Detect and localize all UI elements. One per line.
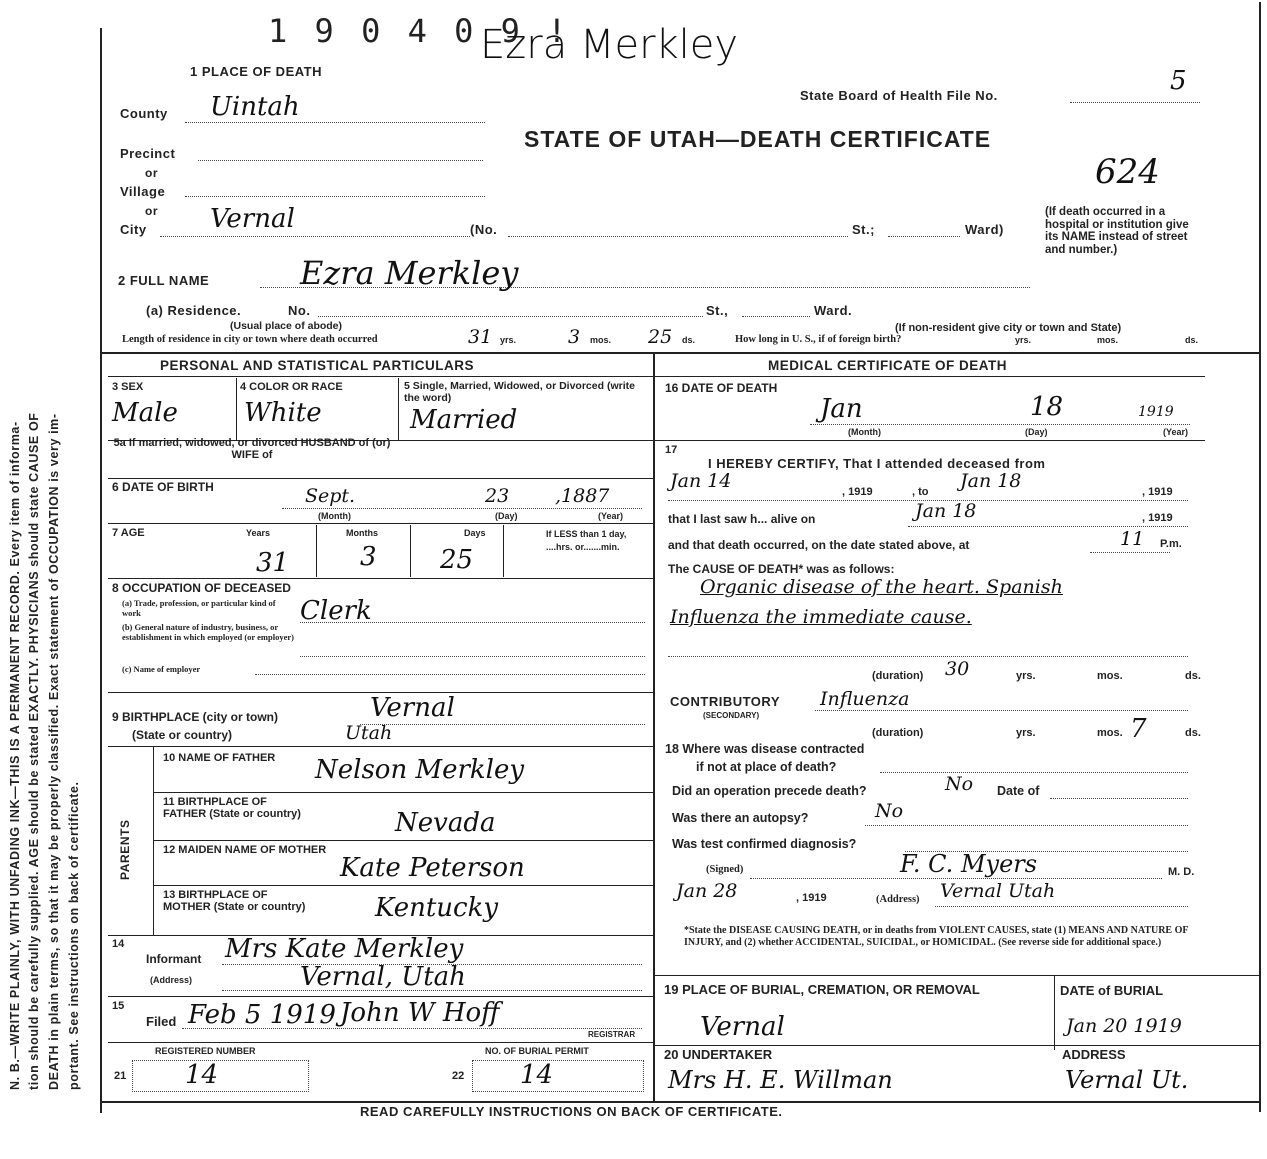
color-label: 4 COLOR OR RACE bbox=[240, 381, 343, 393]
autopsy-line bbox=[865, 825, 1188, 826]
row-rule-3 bbox=[108, 523, 653, 524]
contributory-value: Influenza bbox=[820, 688, 910, 710]
sign-address-value: Vernal Utah bbox=[940, 880, 1056, 902]
operation-label: Did an operation precede death? bbox=[672, 784, 867, 798]
sex-divider bbox=[236, 378, 237, 440]
village-label: Village bbox=[120, 184, 166, 199]
residence-label: (a) Residence. bbox=[146, 303, 242, 318]
village-line bbox=[185, 196, 485, 197]
cause-line-1: Organic disease of the heart. Spanish bbox=[700, 576, 1063, 598]
attended-to-label: , to bbox=[912, 486, 929, 498]
us-mos-unit: mos. bbox=[1097, 335, 1119, 345]
color-value: White bbox=[244, 398, 322, 428]
state-board-value: 5 bbox=[1170, 66, 1187, 96]
age-divider-1 bbox=[316, 525, 317, 577]
color-divider bbox=[398, 378, 399, 440]
hospital-note: (If death occurred in a hospital or institution give its NAME instead of street and number.) bbox=[1045, 206, 1189, 256]
section-divider bbox=[100, 352, 1260, 354]
informant-address-value: Vernal, Utah bbox=[300, 962, 466, 992]
birthplace-line bbox=[360, 724, 645, 725]
signed-line bbox=[750, 878, 1162, 879]
county-value: Uintah bbox=[210, 92, 300, 122]
burial-permit-box bbox=[472, 1060, 644, 1092]
side-note-2: tion should be carefully supplied. AGE should be stated EXACTLY. PHYSICIANS should state CAUSE OF bbox=[27, 412, 41, 1090]
father-name-value: Nelson Merkley bbox=[315, 755, 525, 785]
occupation-label: 8 OCCUPATION OF DECEASED bbox=[112, 581, 291, 595]
burial-permit-label: NO. OF BURIAL PERMIT bbox=[485, 1046, 589, 1056]
last-saw-date: Jan 18 bbox=[915, 500, 977, 522]
item-15: 15 bbox=[112, 1000, 125, 1012]
duration-ds-unit: ds. bbox=[1185, 670, 1201, 682]
or-1: or bbox=[145, 166, 158, 180]
occupation-line-a bbox=[300, 622, 645, 623]
us-yrs-unit: yrs. bbox=[1015, 335, 1032, 345]
city-line bbox=[160, 236, 470, 237]
duration2-yrs-unit: yrs. bbox=[1016, 727, 1036, 739]
registered-number-box bbox=[132, 1060, 309, 1092]
signed-label: (Signed) bbox=[706, 864, 744, 875]
residence-no-label: No. bbox=[288, 303, 311, 318]
cause-footnote: *State the DISEASE CAUSING DEATH, or in deaths from VIOLENT CAUSES, state (1) MEANS AND NATURE OF INJURY, and (2) whether ACCIDENTAL, SUICIDAL, or HOMICIDAL. (See reverse side for additional space.) bbox=[684, 925, 1189, 948]
side-note-1: N. B.—WRITE PLAINLY, WITH UNFADING INK—THIS IS A PERMANENT RECORD. Every item of informa- bbox=[8, 421, 22, 1090]
residence-no-line bbox=[318, 316, 703, 317]
full-name-value: Ezra Merkley bbox=[300, 254, 519, 292]
duration2-mos-unit: mos. bbox=[1097, 727, 1123, 739]
informant-address-label: (Address) bbox=[150, 975, 193, 985]
age-months: 3 bbox=[360, 542, 377, 572]
attended-to: Jan 18 bbox=[960, 470, 1022, 492]
death-year: 1919 bbox=[1138, 404, 1174, 420]
cause-line-3 bbox=[668, 656, 1188, 657]
death-day-caption: (Day) bbox=[1025, 427, 1048, 437]
birthplace-label: 9 BIRTHPLACE (city or town) bbox=[112, 710, 279, 724]
row-rule-11 bbox=[108, 996, 653, 997]
page-title: STATE OF UTAH—DEATH CERTIFICATE bbox=[524, 126, 992, 152]
death-month-caption: (Month) bbox=[848, 427, 881, 437]
med-rule-3 bbox=[655, 1045, 1260, 1046]
row-rule-7 bbox=[153, 792, 653, 793]
usual-place-note: (Usual place of abode) bbox=[230, 320, 343, 332]
burial-date-label: DATE of BURIAL bbox=[1060, 983, 1164, 998]
father-birthplace-value: Nevada bbox=[395, 808, 496, 838]
footer-note: READ CAREFULLY INSTRUCTIONS ON BACK OF CERTIFICATE. bbox=[360, 1104, 783, 1119]
us-residence-label: How long in U. S., if of foreign birth? bbox=[735, 334, 902, 345]
residence-st-line bbox=[742, 316, 810, 317]
med-rule-2 bbox=[655, 975, 1260, 976]
filed-label: Filed bbox=[146, 1014, 177, 1029]
age-divider-3 bbox=[503, 525, 504, 577]
residence-ward-label: Ward. bbox=[814, 303, 853, 318]
contributory-line bbox=[815, 710, 1188, 711]
dob-day-caption: (Day) bbox=[495, 511, 518, 521]
occupation-line-b bbox=[300, 656, 645, 657]
burial-place-label: 19 PLACE OF BURIAL, CREMATION, OR REMOVAL bbox=[664, 982, 980, 997]
length-years: 31 bbox=[468, 326, 493, 348]
occupation-line-c bbox=[255, 674, 645, 675]
side-note-3: DEATH in plain terms, so that it may be properly classified. Exact statement of OCCUPATION is very im- bbox=[47, 413, 61, 1090]
registration-number: 624 bbox=[1095, 152, 1160, 192]
attended-from: Jan 14 bbox=[670, 470, 732, 492]
contributory-label: CONTRIBUTORY bbox=[670, 694, 780, 709]
operation-date-label: Date of bbox=[997, 784, 1040, 798]
dob-year: ,1887 bbox=[555, 485, 610, 507]
burial-date-value: Jan 20 1919 bbox=[1066, 1015, 1182, 1037]
years-label: Years bbox=[246, 528, 271, 538]
city-no-line bbox=[508, 236, 848, 237]
undertaker-label: 20 UNDERTAKER bbox=[664, 1047, 773, 1062]
medical-header-rule bbox=[655, 376, 1205, 377]
parents-divider bbox=[153, 746, 154, 936]
registered-number-value: 14 bbox=[185, 1060, 219, 1090]
dob-day: 23 bbox=[485, 485, 510, 507]
county-label: County bbox=[120, 106, 168, 121]
personal-header-rule bbox=[108, 376, 653, 377]
sign-address-label: (Address) bbox=[876, 894, 920, 905]
dob-label: 6 DATE OF BIRTH bbox=[112, 480, 214, 494]
registrar-value: John W Hoff bbox=[340, 998, 500, 1028]
sex-label: 3 SEX bbox=[112, 381, 144, 393]
operation-line bbox=[1050, 798, 1188, 799]
marital-label: 5 Single, Married, Widowed, or Divorced (write the word) bbox=[404, 380, 635, 404]
medical-header: MEDICAL CERTIFICATE OF DEATH bbox=[768, 358, 1007, 373]
state-board-label: State Board of Health File No. bbox=[800, 88, 998, 103]
autopsy-value: No bbox=[875, 800, 904, 822]
length-mos-unit: mos. bbox=[590, 335, 612, 345]
stamp-number: 1 9 0 4 0 9 ! bbox=[268, 12, 571, 50]
length-days: 25 bbox=[648, 326, 673, 348]
dob-line bbox=[282, 508, 642, 509]
attended-to-year: , 1919 bbox=[1142, 486, 1173, 498]
undertaker-address-label: ADDRESS bbox=[1062, 1047, 1126, 1062]
sex-value: Male bbox=[112, 398, 178, 428]
city-ward-label: Ward) bbox=[965, 222, 1004, 237]
burial-place-value: Vernal bbox=[700, 1012, 785, 1042]
death-month: Jan bbox=[820, 394, 863, 424]
occupation-b: (b) General nature of industry, business, or establishment in which employed (or employer) bbox=[122, 622, 294, 642]
precinct-label: Precinct bbox=[120, 146, 176, 161]
father-birthplace-label: 11 BIRTHPLACE OF FATHER (State or country) bbox=[163, 796, 301, 820]
row-rule-6 bbox=[108, 746, 653, 747]
informant-label: Informant bbox=[146, 952, 202, 966]
outer-border-bottom bbox=[100, 1101, 1260, 1103]
personal-header: PERSONAL AND STATISTICAL PARTICULARS bbox=[160, 358, 475, 373]
mother-name-value: Kate Peterson bbox=[340, 853, 525, 883]
undertaker-value: Mrs H. E. Willman bbox=[668, 1066, 893, 1094]
item-17: 17 bbox=[665, 444, 678, 456]
months-label: Months bbox=[346, 528, 378, 538]
row-rule-4 bbox=[108, 578, 653, 579]
us-ds-unit: ds. bbox=[1185, 335, 1199, 345]
duration2-ds-unit: ds. bbox=[1185, 727, 1201, 739]
duration-label: (duration) bbox=[872, 670, 924, 682]
last-saw-year: , 1919 bbox=[1142, 512, 1173, 524]
informant-address-line bbox=[222, 990, 642, 991]
occupation-c: (c) Name of employer bbox=[122, 664, 201, 674]
registered-number-label: REGISTERED NUMBER bbox=[155, 1046, 256, 1056]
cause-label: The CAUSE OF DEATH* was as follows: bbox=[668, 562, 895, 576]
duration2-label: (duration) bbox=[872, 727, 924, 739]
date-of-death-label: 16 DATE OF DEATH bbox=[665, 381, 778, 395]
age-divider-2 bbox=[410, 525, 411, 577]
length-ds-unit: ds. bbox=[682, 335, 696, 345]
informant-value: Mrs Kate Merkley bbox=[225, 934, 464, 964]
row-rule-12 bbox=[108, 1042, 653, 1043]
duration-value: 30 bbox=[945, 658, 970, 680]
less-than-label: If LESS than 1 day, ....hrs. or.......min. bbox=[546, 529, 627, 552]
certify-line: I HEREBY CERTIFY, That I attended deceased from bbox=[708, 456, 1046, 471]
item-22: 22 bbox=[452, 1070, 465, 1082]
spouse-label: 5a If married, widowed, or divorced HUSBAND of (or) WIFE of bbox=[113, 437, 391, 461]
dob-year-caption: (Year) bbox=[598, 511, 624, 521]
occurred-m: P.m. bbox=[1160, 538, 1182, 550]
filed-value: Feb 5 1919 bbox=[188, 1000, 336, 1030]
precinct-line bbox=[198, 160, 483, 161]
birthplace-state-label: (State or country) bbox=[132, 728, 233, 742]
outer-border-right bbox=[1259, 2, 1261, 1112]
column-divider bbox=[653, 352, 655, 1102]
burial-divider bbox=[1054, 975, 1055, 1050]
occurred-time: 11 bbox=[1120, 528, 1145, 550]
attended-from-year: , 1919 bbox=[842, 486, 873, 498]
not-at-place-label: if not at place of death? bbox=[696, 760, 837, 774]
item-18-label: 18 Where was disease contracted bbox=[665, 742, 865, 756]
mother-birthplace-label: 13 BIRTHPLACE OF MOTHER (State or country) bbox=[163, 889, 306, 913]
parents-label: PARENTS bbox=[118, 819, 132, 880]
length-yrs-unit: yrs. bbox=[500, 335, 517, 345]
mother-birthplace-value: Kentucky bbox=[375, 893, 499, 923]
contracted-line bbox=[880, 772, 1188, 773]
side-note-4: portant. See instructions on back of certificate. bbox=[67, 781, 81, 1090]
or-2: or bbox=[145, 204, 158, 218]
birthplace-city: Vernal bbox=[370, 693, 455, 723]
place-of-death-label: 1 PLACE OF DEATH bbox=[190, 64, 322, 79]
cause-line-2: Influenza the immediate cause. bbox=[670, 606, 972, 628]
autopsy-label: Was there an autopsy? bbox=[672, 811, 809, 825]
sign-address-line bbox=[935, 906, 1188, 907]
last-saw-label: that I last saw h... alive on bbox=[668, 512, 816, 526]
burial-permit-value: 14 bbox=[520, 1060, 554, 1090]
row-rule-2 bbox=[108, 478, 653, 479]
duration2-months: 7 bbox=[1130, 714, 1147, 744]
md-label: M. D. bbox=[1168, 866, 1195, 878]
city-value: Vernal bbox=[210, 204, 295, 234]
signed-value: F. C. Myers bbox=[900, 850, 1038, 878]
name-note: Ezra Merkley bbox=[480, 22, 739, 68]
full-name-label: 2 FULL NAME bbox=[118, 273, 210, 288]
row-rule-9 bbox=[153, 885, 653, 886]
occurred-label: and that death occurred, on the date stated above, at bbox=[668, 538, 970, 552]
city-st-line bbox=[888, 236, 960, 237]
age-label: 7 AGE bbox=[112, 527, 145, 539]
age-years: 31 bbox=[256, 548, 290, 578]
item-14: 14 bbox=[112, 938, 125, 950]
occupation-value: Clerk bbox=[300, 596, 372, 626]
dob-month: Sept. bbox=[305, 485, 356, 507]
sign-year: , 1919 bbox=[796, 892, 827, 904]
death-date-line bbox=[810, 424, 1190, 425]
mother-name-label: 12 MAIDEN NAME OF MOTHER bbox=[163, 844, 327, 856]
father-name-label: 10 NAME OF FATHER bbox=[163, 752, 276, 764]
days-label: Days bbox=[464, 528, 486, 538]
test-label: Was test confirmed diagnosis? bbox=[672, 837, 857, 851]
occupation-a: (a) Trade, profession, or particular kind of work bbox=[122, 598, 276, 618]
city-label: City bbox=[120, 222, 147, 237]
city-st-label: St.; bbox=[852, 222, 875, 237]
undertaker-address-value: Vernal Ut. bbox=[1065, 1066, 1189, 1094]
duration-mos-unit: mos. bbox=[1097, 670, 1123, 682]
filed-line bbox=[182, 1028, 642, 1029]
length-months: 3 bbox=[568, 326, 581, 348]
occurred-line bbox=[1090, 552, 1170, 553]
dob-month-caption: (Month) bbox=[318, 511, 351, 521]
duration-yrs-unit: yrs. bbox=[1016, 670, 1036, 682]
nonresident-note: (If non-resident give city or town and State) bbox=[895, 322, 1122, 334]
registrar-label: REGISTRAR bbox=[588, 1030, 636, 1039]
city-no-label: (No. bbox=[470, 222, 498, 237]
marital-value: Married bbox=[410, 405, 518, 435]
county-line bbox=[185, 122, 485, 123]
length-residence-label: Length of residence in city or town where death occurred bbox=[122, 334, 378, 345]
death-year-caption: (Year) bbox=[1163, 427, 1189, 437]
sign-date: Jan 28 bbox=[676, 880, 738, 902]
last-saw-line bbox=[908, 526, 1188, 527]
birthplace-state: Utah bbox=[345, 722, 393, 744]
secondary-label: (SECONDARY) bbox=[703, 711, 760, 720]
age-days: 25 bbox=[440, 545, 474, 575]
row-rule-8 bbox=[153, 840, 653, 841]
item-21: 21 bbox=[114, 1070, 127, 1082]
operation-value: No bbox=[945, 773, 974, 795]
outer-border-left bbox=[100, 28, 102, 1113]
state-board-line bbox=[1070, 102, 1200, 103]
med-rule-1 bbox=[655, 440, 1205, 441]
death-day: 18 bbox=[1030, 392, 1064, 422]
residence-st-label: St., bbox=[706, 303, 729, 318]
